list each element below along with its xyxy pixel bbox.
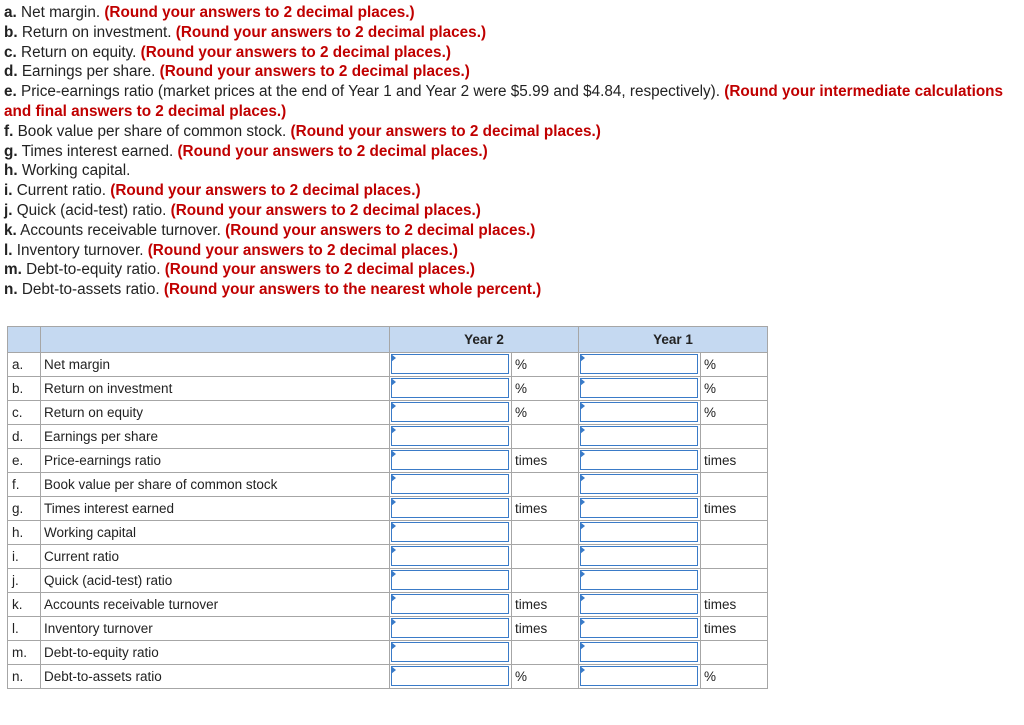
row-label: Quick (acid-test) ratio [41, 569, 390, 593]
year1-unit [701, 473, 768, 497]
year1-input-cell [579, 401, 701, 425]
year2-input-cell [390, 377, 512, 401]
table-row [8, 569, 768, 593]
year1-unit [701, 425, 768, 449]
row-label: Book value per share of common stock [41, 473, 390, 497]
year1-input-cell [579, 497, 701, 521]
year2-input-cell [390, 449, 512, 473]
year1-input-cell [579, 473, 701, 497]
year2-answer-input[interactable] [391, 474, 509, 494]
row-letter: h. [8, 521, 41, 545]
row-label: Return on investment [41, 377, 390, 401]
row-label: Earnings per share [41, 425, 390, 449]
year1-answer-input[interactable] [580, 642, 698, 662]
instruction-line: k. Accounts receivable turnover. (Round your answers to 2 decimal places.) [4, 221, 536, 239]
table-row [8, 593, 768, 617]
table-row [8, 641, 768, 665]
row-letter: l. [8, 617, 41, 641]
row-label: Net margin [41, 353, 390, 377]
year1-input-cell [579, 545, 701, 569]
table-body [8, 353, 768, 689]
year1-answer-input[interactable] [580, 426, 698, 446]
instructions [4, 3, 1018, 300]
year1-input-cell [579, 569, 701, 593]
year1-answer-input[interactable] [580, 354, 698, 374]
year2-input-cell [390, 401, 512, 425]
year2-input-cell [390, 497, 512, 521]
table-row [8, 401, 768, 425]
table-row [8, 665, 768, 689]
year1-answer-input[interactable] [580, 450, 698, 470]
instruction-line: b. Return on investment. (Round your answers to 2 decimal places.) [4, 23, 487, 41]
year2-answer-input[interactable] [391, 450, 509, 470]
year2-answer-input[interactable] [391, 570, 509, 590]
year1-unit: times [701, 617, 768, 641]
table-header-row [8, 327, 768, 353]
instruction-line: g. Times interest earned. (Round your answers to 2 decimal places.) [4, 142, 488, 160]
year2-unit [512, 545, 579, 569]
table-row [8, 473, 768, 497]
instruction-line: h. Working capital. [4, 162, 131, 180]
year2-input-cell [390, 425, 512, 449]
year1-answer-input[interactable] [580, 498, 698, 518]
row-letter: n. [8, 665, 41, 689]
year2-answer-input[interactable] [391, 498, 509, 518]
instruction-line: l. Inventory turnover. (Round your answers to 2 decimal places.) [4, 241, 458, 259]
year2-input-cell [390, 665, 512, 689]
year1-input-cell [579, 665, 701, 689]
instruction-line: d. Earnings per share. (Round your answers to 2 decimal places.) [4, 63, 470, 81]
year2-input-cell [390, 473, 512, 497]
year2-unit [512, 473, 579, 497]
row-letter: e. [8, 449, 41, 473]
year1-input-cell [579, 617, 701, 641]
row-label: Current ratio [41, 545, 390, 569]
row-letter: f. [8, 473, 41, 497]
year1-unit: % [701, 401, 768, 425]
year1-unit: % [701, 377, 768, 401]
year1-answer-input[interactable] [580, 402, 698, 422]
table-row [8, 449, 768, 473]
year1-unit [701, 545, 768, 569]
instruction-line: e. Price-earnings ratio (market prices at the end of Year 1 and Year 2 were $5.99 and $4.84, respectively). (Round your intermediate calculations and final answers to 2 decimal places.) [4, 83, 1004, 120]
row-letter: k. [8, 593, 41, 617]
year1-unit: % [701, 353, 768, 377]
year2-unit: times [512, 497, 579, 521]
year2-answer-input[interactable] [391, 426, 509, 446]
year1-answer-input[interactable] [580, 618, 698, 638]
year1-unit: times [701, 497, 768, 521]
year1-answer-input[interactable] [580, 378, 698, 398]
table-row [8, 521, 768, 545]
year1-answer-input[interactable] [580, 594, 698, 614]
instruction-line: m. Debt-to-equity ratio. (Round your answers to 2 decimal places.) [4, 261, 475, 279]
row-letter: a. [8, 353, 41, 377]
year1-input-cell [579, 449, 701, 473]
instruction-line: c. Return on equity. (Round your answers to 2 decimal places.) [4, 43, 451, 61]
year2-unit: % [512, 401, 579, 425]
row-label: Accounts receivable turnover [41, 593, 390, 617]
table-row [8, 545, 768, 569]
year2-input-cell [390, 353, 512, 377]
year1-answer-input[interactable] [580, 474, 698, 494]
year1-unit [701, 569, 768, 593]
year1-unit: times [701, 449, 768, 473]
table-row [8, 617, 768, 641]
instruction-line: n. Debt-to-assets ratio. (Round your answers to the nearest whole percent.) [4, 281, 542, 299]
year1-input-cell [579, 641, 701, 665]
year2-answer-input[interactable] [391, 618, 509, 638]
year1-answer-input[interactable] [580, 546, 698, 566]
row-letter: d. [8, 425, 41, 449]
row-letter: c. [8, 401, 41, 425]
header-blank-letter [8, 327, 41, 353]
header-year2: Year 2 [390, 327, 579, 353]
year1-input-cell [579, 521, 701, 545]
row-label: Working capital [41, 521, 390, 545]
header-year1: Year 1 [579, 327, 768, 353]
year2-unit: times [512, 617, 579, 641]
year2-unit [512, 521, 579, 545]
instruction-line: a. Net margin. (Round your answers to 2 decimal places.) [4, 4, 415, 21]
ratio-table [7, 326, 768, 689]
year1-answer-input[interactable] [580, 666, 698, 686]
row-letter: i. [8, 545, 41, 569]
year2-answer-input[interactable] [391, 378, 509, 398]
row-label: Debt-to-assets ratio [41, 665, 390, 689]
year2-unit [512, 425, 579, 449]
table-row [8, 425, 768, 449]
row-letter: m. [8, 641, 41, 665]
year1-unit: times [701, 593, 768, 617]
row-letter: j. [8, 569, 41, 593]
row-label: Times interest earned [41, 497, 390, 521]
year2-input-cell [390, 617, 512, 641]
year2-answer-input[interactable] [391, 354, 509, 374]
year2-unit: % [512, 377, 579, 401]
table-row [8, 497, 768, 521]
year1-input-cell [579, 377, 701, 401]
year1-unit [701, 521, 768, 545]
instruction-line: f. Book value per share of common stock. (Round your answers to 2 decimal places.) [4, 122, 601, 140]
year2-answer-input[interactable] [391, 402, 509, 422]
year2-unit: % [512, 353, 579, 377]
year1-unit [701, 641, 768, 665]
row-letter: b. [8, 377, 41, 401]
instruction-line: i. Current ratio. (Round your answers to 2 decimal places.) [4, 182, 421, 200]
table-row [8, 353, 768, 377]
year2-input-cell [390, 521, 512, 545]
header-blank-label [41, 327, 390, 353]
year1-input-cell [579, 425, 701, 449]
year2-unit: % [512, 665, 579, 689]
row-label: Price-earnings ratio [41, 449, 390, 473]
year2-unit [512, 569, 579, 593]
row-label: Debt-to-equity ratio [41, 641, 390, 665]
year2-unit: times [512, 593, 579, 617]
year1-answer-input[interactable] [580, 522, 698, 542]
year2-answer-input[interactable] [391, 666, 509, 686]
year2-answer-input[interactable] [391, 546, 509, 566]
year2-input-cell [390, 545, 512, 569]
row-label: Return on equity [41, 401, 390, 425]
year2-input-cell [390, 569, 512, 593]
table-row [8, 377, 768, 401]
year1-input-cell [579, 593, 701, 617]
year2-input-cell [390, 593, 512, 617]
year2-unit: times [512, 449, 579, 473]
instruction-line: j. Quick (acid-test) ratio. (Round your answers to 2 decimal places.) [4, 201, 481, 219]
row-label: Inventory turnover [41, 617, 390, 641]
year1-answer-input[interactable] [580, 570, 698, 590]
year1-unit: % [701, 665, 768, 689]
year2-answer-input[interactable] [391, 642, 509, 662]
year2-unit [512, 641, 579, 665]
year2-answer-input[interactable] [391, 594, 509, 614]
year2-input-cell [390, 641, 512, 665]
year1-input-cell [579, 353, 701, 377]
year2-answer-input[interactable] [391, 522, 509, 542]
row-letter: g. [8, 497, 41, 521]
